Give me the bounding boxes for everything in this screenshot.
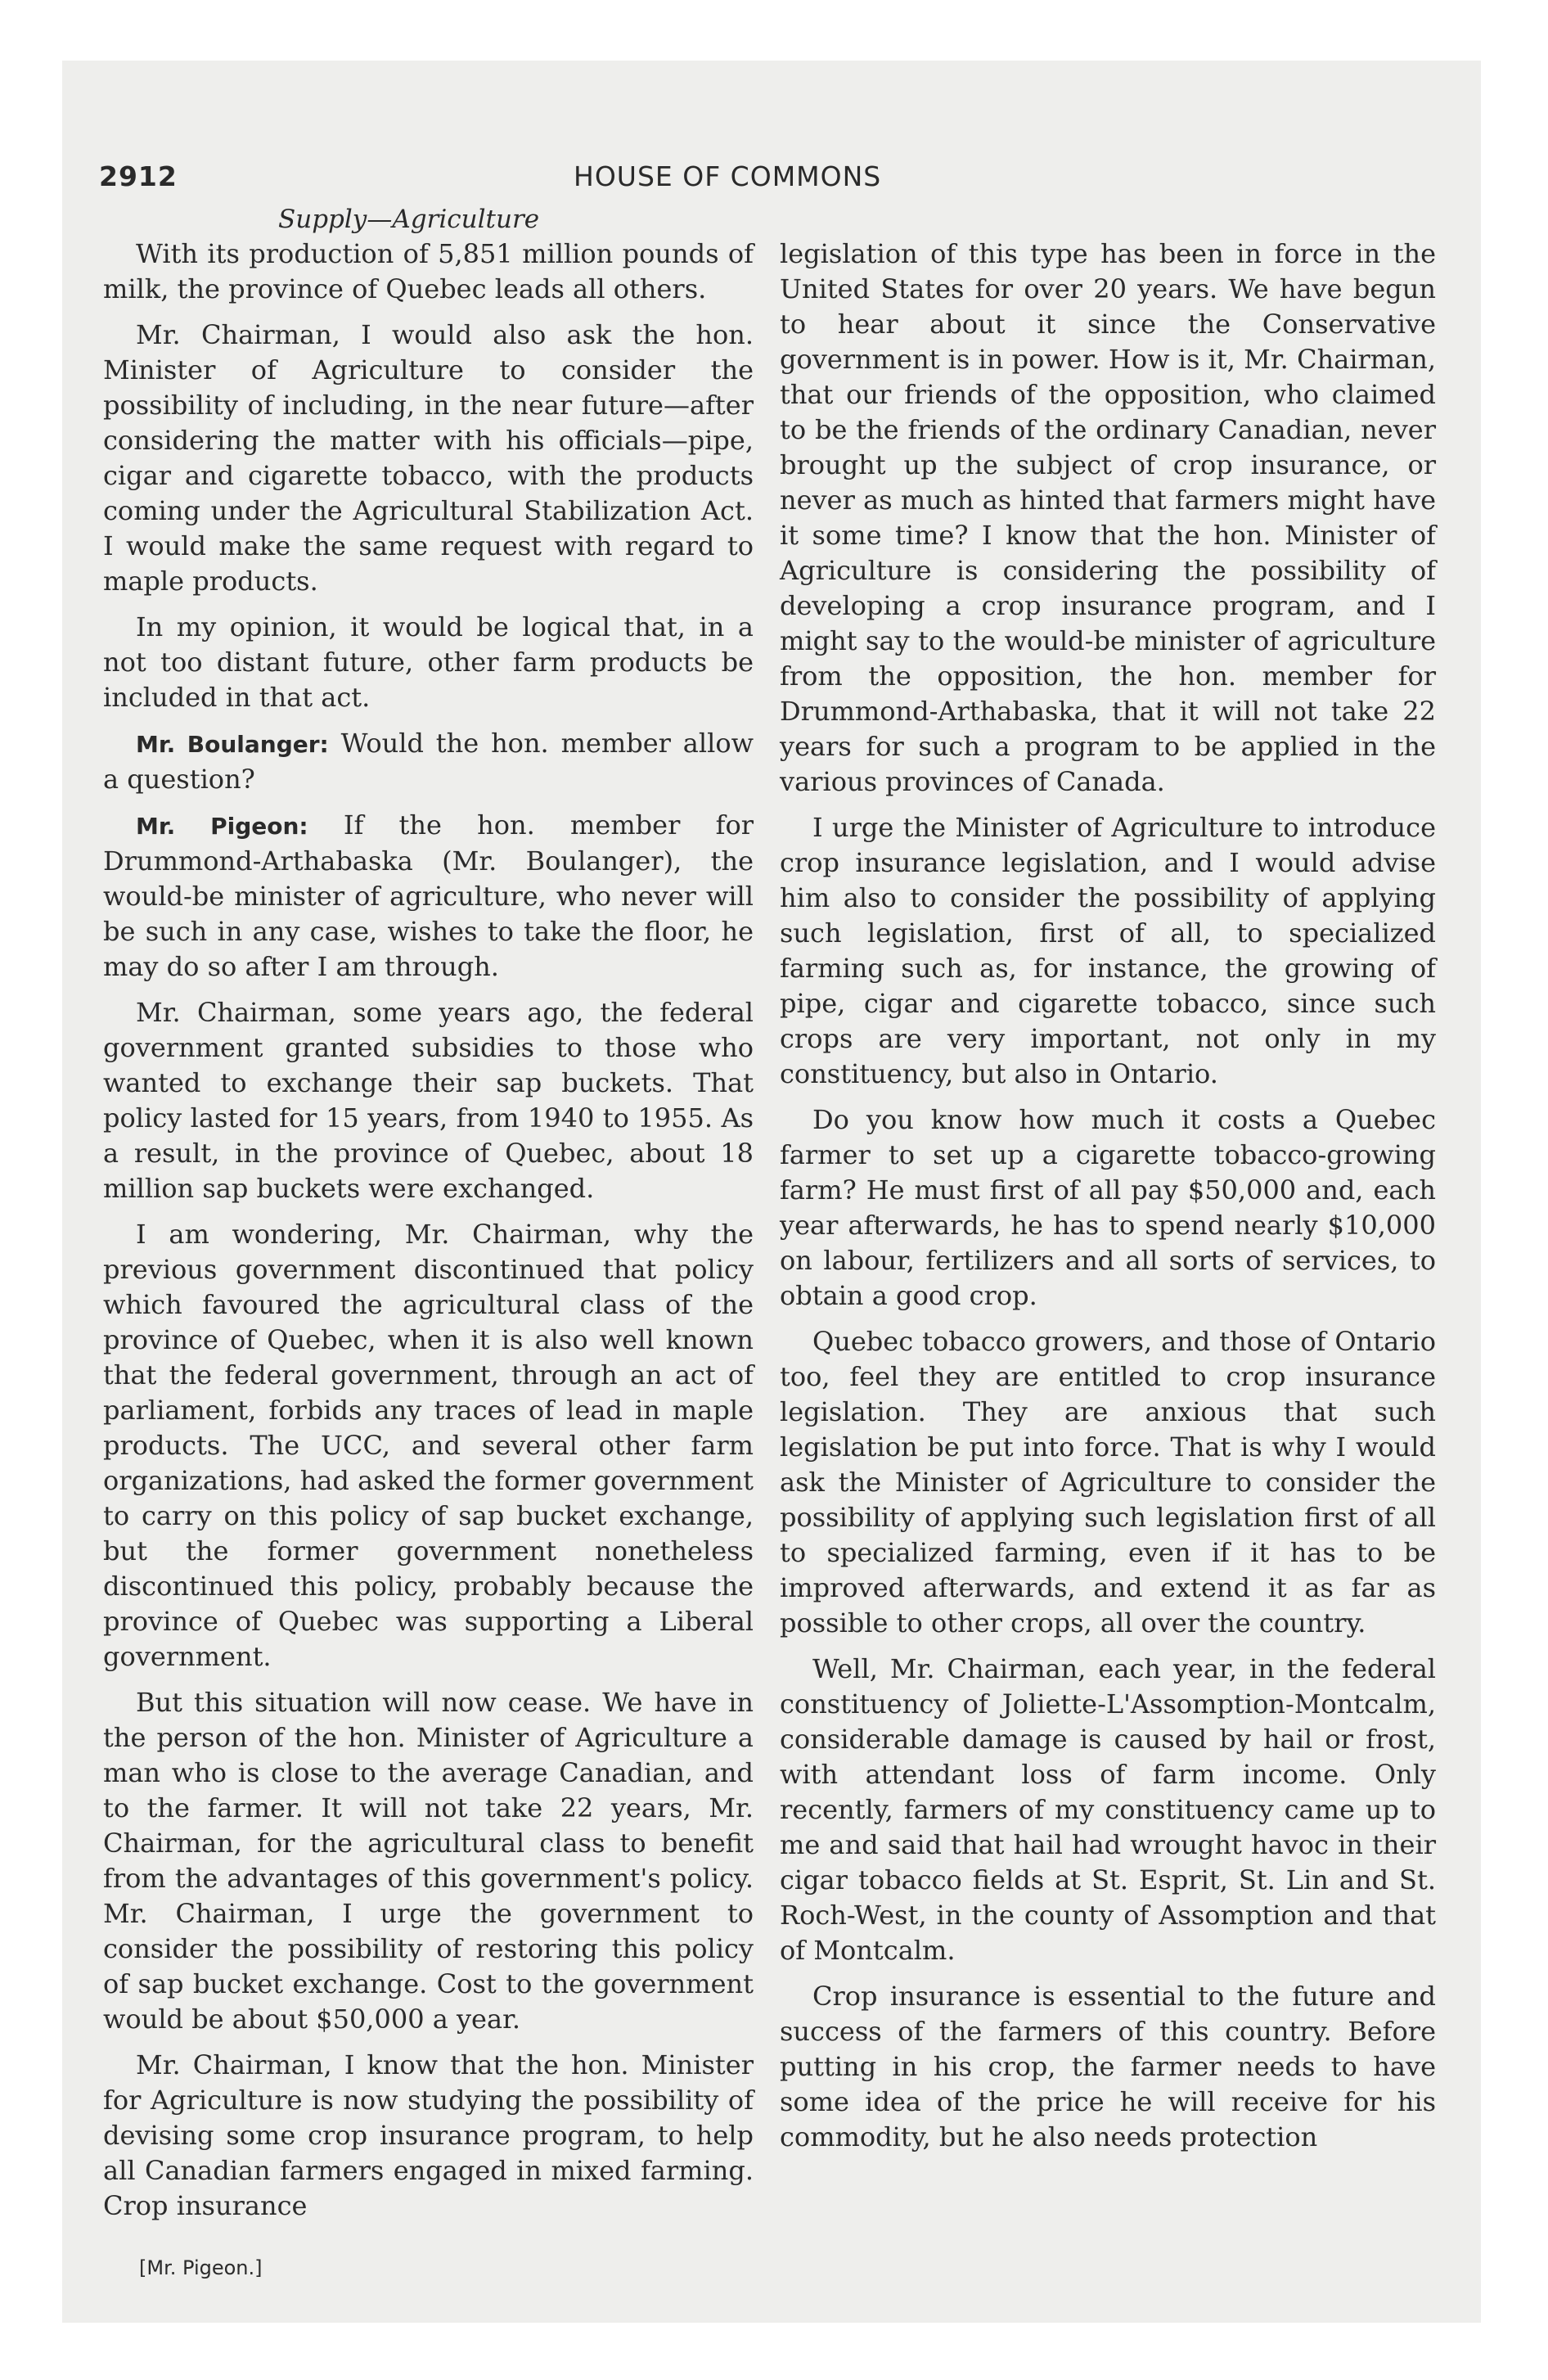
speaker-name: Mr. Boulanger: [136, 731, 329, 758]
paragraph: Mr. Chairman, some years ago, the federal government granted subsidies to those who wanted to exchange their sap buckets. That policy lasted for 15 years, from 1940 to 1955. As a result, in the province of Quebec, about 18 million sap buckets were exchanged. [103, 997, 754, 1204]
paragraph: But this situation will now cease. We have in the person of the hon. Minister of Agriculture a man who is close to the average Canadian, and to the farmer. It will not take 22 years, Mr. Chairman, for the agricultural class to benefit from the advantages of this government's policy. Mr. Chairman, I urge the government to consider the possibility of restoring this policy of sap bucket exchange. Cost to the government would be about $50,000 a year. [103, 1687, 754, 2035]
footer-speaker-note: [Mr. Pigeon.] [139, 2256, 263, 2279]
paragraph: Crop insurance is essential to the future and success of the farmers of this country. Before putting in his crop, the farmer needs to have some idea of the price he will receive for his commodity, but he also needs protection [780, 1981, 1436, 2152]
paragraph: I urge the Minister of Agriculture to introduce crop insurance legislation, and I would advise him also to consider the possibility of applying such legislation, first of all, to specialized farming such as, for instance, the growing of pipe, cigar and cigarette tobacco, since such crops are very important, not only in my constituency, but also in Ontario. [780, 812, 1436, 1089]
section-title: Supply—Agriculture [278, 205, 540, 234]
left-column [103, 237, 754, 2234]
paragraph: Mr. Boulanger: Would the hon. member allow a question? [103, 728, 754, 795]
paragraph: Well, Mr. Chairman, each year, in the federal constituency of Joliette-L'Assomption-Montcalm, considerable damage is caused by hail or frost, with attendant loss of farm income. Only recently, farmers of my constituency came up to me and said that hail had wrought havoc in their cigar tobacco fields at St. Esprit, St. Lin and St. Roch-West, in the county of Assomption and that of Montcalm. [780, 1653, 1436, 1966]
paragraph: Quebec tobacco growers, and those of Ontario too, feel they are entitled to crop insurance legislation. They are anxious that such legislation be put into force. That is why I would ask the Minister of Agriculture to consider the possibility of applying such legislation first of all to specialized farming, even if it has to be improved afterwards, and extend it as far as possible to other crops, all over the country. [780, 1326, 1436, 1639]
paragraph: Mr. Pigeon: If the hon. member for Drummond-Arthabaska (Mr. Boulanger), the would-be minister of agriculture, who never will be such in any case, wishes to take the floor, he may do so after I am through. [103, 809, 754, 982]
paragraph: In my opinion, it would be logical that, in a not too distant future, other farm products be included in that act. [103, 611, 754, 713]
paragraph: With its production of 5,851 million pounds of milk, the province of Quebec leads all others. [103, 238, 754, 304]
running-head: HOUSE OF COMMONS [574, 160, 882, 192]
paragraph: Mr. Chairman, I would also ask the hon. Minister of Agriculture to consider the possibility of including, in the near future—after considering the matter with his officials—pipe, cigar and cigarette tobacco, with the products coming under the Agricultural Stabilization Act. I would make the same request with regard to maple products. [103, 319, 754, 597]
page-number: 2912 [99, 160, 178, 192]
page-header [99, 160, 1359, 201]
right-column [780, 237, 1436, 2166]
paragraph: Do you know how much it costs a Quebec farmer to set up a cigarette tobacco-growing farm? He must first of all pay $50,000 and, each year afterwards, he has to spend nearly $10,000 on labour, fertilizers and all sorts of services, to obtain a good crop. [780, 1104, 1436, 1311]
paragraph: Mr. Chairman, I know that the hon. Minister for Agriculture is now studying the possibility of devising some crop insurance program, to help all Canadian farmers engaged in mixed farming. Crop insurance [103, 2049, 754, 2221]
paragraph: legislation of this type has been in force in the United States for over 20 years. We have begun to hear about it since the Conservative government is in power. How is it, Mr. Chairman, that our friends of the opposition, who claimed to be the friends of the ordinary Canadian, never brought up the subject of crop insurance, or never as much as hinted that farmers might have it some time? I know that the hon. Minister of Agriculture is considering the possibility of developing a crop insurance program, and I might say to the would-be minister of agriculture from the opposition, the hon. member for Drummond-Arthabaska, that it will not take 22 years for such a program to be applied in the various provinces of Canada. [780, 238, 1436, 797]
speaker-name: Mr. Pigeon: [136, 813, 308, 840]
paragraph: I am wondering, Mr. Chairman, why the previous government discontinued that policy which favoured the agricultural class of the province of Quebec, when it is also well known that the federal government, through an act of parliament, forbids any traces of lead in maple products. The UCC, and several other farm organizations, had asked the former government to carry on this policy of sap bucket exchange, but the former government nonetheless discontinued this policy, probably because the province of Quebec was supporting a Liberal government. [103, 1219, 754, 1672]
